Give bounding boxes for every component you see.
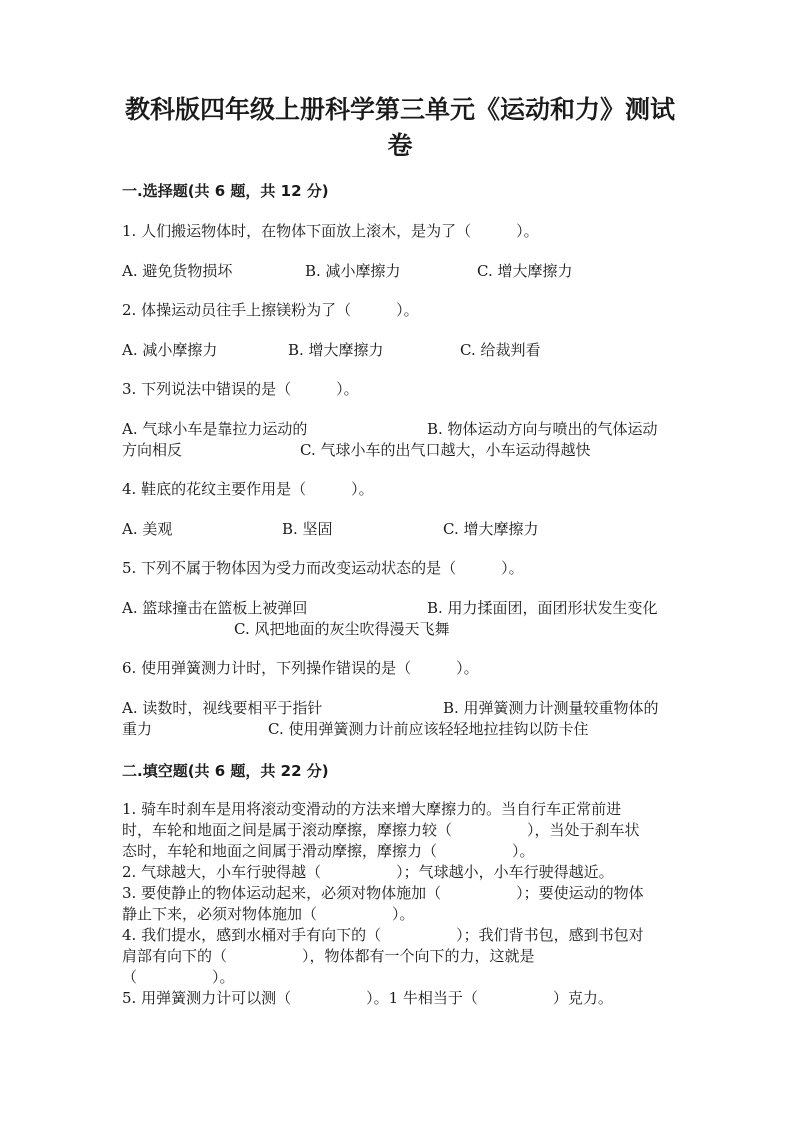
fill-line: 1. 骑车时刹车是用将滚动变滑动的方法来增大摩擦力的。当自行车正常前进 bbox=[122, 800, 622, 818]
fill-line: 静止下来，必须对物体施加（ ）。 bbox=[122, 905, 415, 923]
fill-line: 4. 我们提水，感到水桶对手有向下的（ ）；我们背书包，感到书包对 bbox=[122, 926, 644, 944]
q3-option-b: B. 物体运动方向与喷出的气体运动 bbox=[427, 420, 658, 438]
question-6: 6. 使用弹簧测力计时，下列操作错误的是（ ）。 bbox=[122, 659, 479, 677]
q3-option-a: A. 气球小车是靠拉力运动的 bbox=[122, 420, 308, 438]
q6-option-a: A. 读数时，视线要相平于指针 bbox=[122, 699, 323, 717]
q1-option-a: A. 避免货物损坏 bbox=[122, 262, 233, 280]
q4-option-c: C. 增大摩擦力 bbox=[443, 520, 539, 538]
fill-line: 态时，车轮和地面之间属于滑动摩擦，摩擦力（ ）。 bbox=[122, 842, 535, 860]
q2-option-b: B. 增大摩擦力 bbox=[288, 341, 384, 359]
question-4: 4. 鞋底的花纹主要作用是（ ）。 bbox=[122, 480, 374, 498]
q5-option-c: C. 风把地面的灰尘吹得漫天飞舞 bbox=[234, 620, 450, 638]
q3-option-b-continued: 方向相反 bbox=[122, 441, 183, 459]
title-line-2: 卷 bbox=[387, 131, 413, 160]
fill-line: 肩部有向下的（ ），物体都有一个向下的力，这就是 bbox=[122, 947, 535, 965]
q4-option-a: A. 美观 bbox=[122, 520, 173, 538]
page-title bbox=[110, 92, 690, 164]
q1-option-b: B. 减小摩擦力 bbox=[305, 262, 401, 280]
q2-option-a: A. 减小摩擦力 bbox=[122, 341, 218, 359]
title-line-1: 教科版四年级上册科学第三单元《运动和力》测试 bbox=[124, 95, 675, 124]
q6-option-c: C. 使用弹簧测力计前应该轻轻地拉挂钩以防卡住 bbox=[268, 720, 589, 738]
q2-option-c: C. 给裁判看 bbox=[460, 341, 541, 359]
q5-option-a: A. 篮球撞击在篮板上被弹回 bbox=[122, 599, 308, 617]
fill-line: 3. 要使静止的物体运动起来，必须对物体施加（ ）；要使运动的物体 bbox=[122, 884, 644, 902]
question-3: 3. 下列说法中错误的是（ ）。 bbox=[122, 380, 359, 398]
fill-line: （ ）。 bbox=[122, 968, 235, 986]
q6-option-b-continued: 重力 bbox=[122, 720, 153, 738]
question-2: 2. 体操运动员往手上擦镁粉为了（ ）。 bbox=[122, 301, 419, 319]
q1-option-c: C. 增大摩擦力 bbox=[477, 262, 573, 280]
fill-line: 5. 用弹簧测力计可以测（ ）。1 牛相当于（ ）克力。 bbox=[122, 989, 613, 1007]
section-heading-choice: 一.选择题(共 6 题，共 12 分) bbox=[122, 182, 329, 200]
question-5: 5. 下列不属于物体因为受力而改变运动状态的是（ ）。 bbox=[122, 559, 524, 577]
fill-line: 时，车轮和地面之间是属于滚动摩擦，摩擦力较（ ），当处于刹车状 bbox=[122, 821, 640, 839]
section-heading-fill: 二.填空题(共 6 题，共 22 分) bbox=[122, 762, 329, 780]
q6-option-b: B. 用弹簧测力计测量较重物体的 bbox=[443, 699, 659, 717]
q4-option-b: B. 坚固 bbox=[282, 520, 333, 538]
fill-line: 2. 气球越大，小车行驶得越（ ）；气球越小，小车行驶得越近。 bbox=[122, 863, 614, 881]
question-1: 1. 人们搬运物体时，在物体下面放上滚木，是为了（ ）。 bbox=[122, 222, 539, 240]
q3-option-c: C. 气球小车的出气口越大，小车运动得越快 bbox=[300, 441, 591, 459]
q5-option-b: B. 用力揉面团，面团形状发生变化 bbox=[427, 599, 658, 617]
